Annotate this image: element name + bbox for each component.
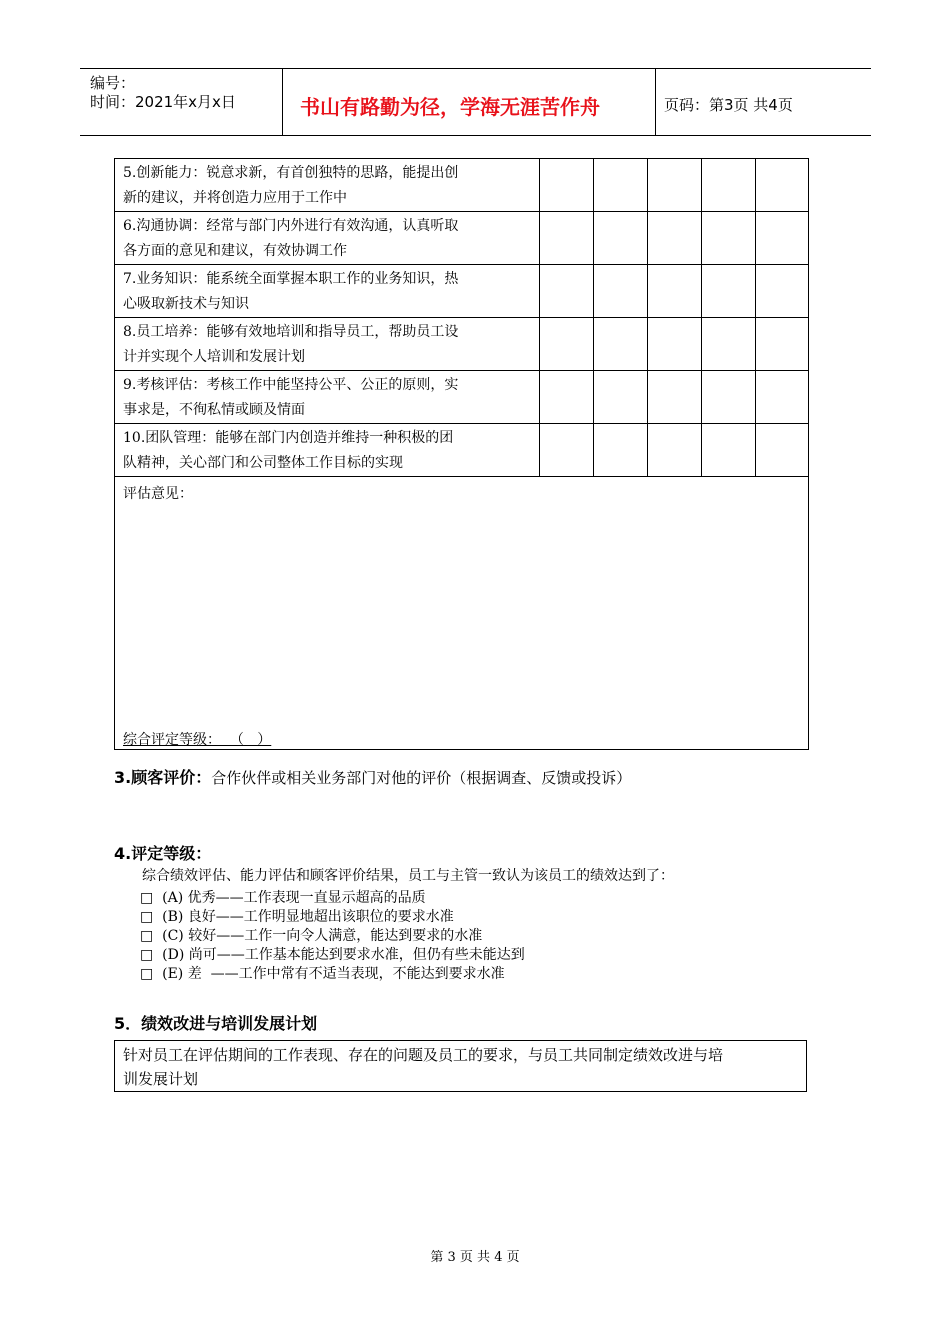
header-top-rule: [80, 68, 871, 69]
table-row-opinion: [115, 477, 809, 750]
score-cell[interactable]: [702, 265, 756, 318]
score-cell[interactable]: [702, 424, 756, 477]
section-4-intro: 综合绩效评估、能力评估和顾客评价结果，员工与主管一致认为该员工的绩效达到了：: [142, 868, 674, 884]
table-row: [115, 159, 809, 212]
score-cell[interactable]: [702, 212, 756, 265]
section-customer-evaluation: [114, 765, 631, 788]
grade-option-c[interactable]: □ (C) 较好——工作一向令人满意，能达到要求的水准: [140, 928, 483, 944]
criterion-cell: 7.业务知识：能系统全面掌握本职工作的业务知识，热 心吸取新技术与知识: [115, 265, 540, 318]
plan-text-line-2: 训发展计划: [123, 1070, 199, 1088]
grade-option-d[interactable]: □ (D) 尚可——工作基本能达到要求水准，但仍有些未能达到: [140, 947, 525, 963]
criterion-cell: 5.创新能力：锐意求新，有首创独特的思路，能提出创 新的建议，并将创造力应用于工作中: [115, 159, 540, 212]
criterion-cell: 6.沟通协调：经常与部门内外进行有效沟通，认真听取 各方面的意见和建议，有效协调工作: [115, 212, 540, 265]
plan-text-line-1: 针对员工在评估期间的工作表现、存在的问题及员工的要求，与员工共同制定绩效改进与培: [123, 1046, 724, 1064]
improvement-plan-box[interactable]: [114, 1040, 807, 1092]
score-cell[interactable]: [540, 318, 594, 371]
overall-grade-label: 综合评定等级： （ ）: [123, 732, 272, 748]
table-row: [115, 212, 809, 265]
score-cell[interactable]: [756, 424, 809, 477]
criterion-cell: 10.团队管理：能够在部门内创造并维持一种积极的团 队精神，关心部门和公司整体工作目标的实现: [115, 424, 540, 477]
score-cell[interactable]: [540, 159, 594, 212]
header-divider-left: [282, 68, 283, 136]
score-cell[interactable]: [702, 371, 756, 424]
score-cell[interactable]: [648, 318, 702, 371]
score-cell[interactable]: [648, 159, 702, 212]
score-cell[interactable]: [594, 371, 648, 424]
score-cell[interactable]: [756, 212, 809, 265]
score-cell[interactable]: [702, 318, 756, 371]
score-cell[interactable]: [594, 424, 648, 477]
score-cell[interactable]: [648, 424, 702, 477]
grade-option-b[interactable]: □ (B) 良好——工作明显地超出该职位的要求水准: [140, 909, 454, 925]
section-4-title: 4.评定等级：: [114, 844, 212, 863]
score-cell[interactable]: [540, 371, 594, 424]
score-cell[interactable]: [756, 371, 809, 424]
score-cell[interactable]: [594, 318, 648, 371]
table-row: [115, 424, 809, 477]
score-cell[interactable]: [756, 159, 809, 212]
header-motto: 书山有路勤为径，学海无涯苦作舟: [300, 95, 600, 119]
score-cell[interactable]: [540, 265, 594, 318]
grade-option-e[interactable]: □ (E) 差 ——工作中常有不适当表现，不能达到要求水准: [140, 966, 505, 982]
page-footer: 第 3 页 共 4 页: [430, 1250, 520, 1265]
document-date: 时间：2021年x月x日: [90, 93, 236, 111]
score-cell[interactable]: [648, 265, 702, 318]
document-code: 编号：: [90, 74, 136, 92]
score-cell[interactable]: [648, 371, 702, 424]
score-cell[interactable]: [756, 265, 809, 318]
header-divider-right: [655, 68, 656, 136]
table-row: [115, 371, 809, 424]
section-5-title: 5．绩效改进与培训发展计划: [114, 1014, 318, 1033]
score-cell[interactable]: [540, 212, 594, 265]
score-cell[interactable]: [540, 424, 594, 477]
score-cell[interactable]: [756, 318, 809, 371]
header-bottom-rule: [80, 135, 871, 136]
score-cell[interactable]: [594, 159, 648, 212]
opinion-cell[interactable]: [115, 477, 809, 750]
header-page-number: 页码：第3页 共4页: [664, 96, 793, 114]
criterion-cell: 9.考核评估：考核工作中能坚持公平、公正的原则，实 事求是，不徇私情或顾及情面: [115, 371, 540, 424]
criterion-cell: 8.员工培养：能够有效地培训和指导员工，帮助员工设 计并实现个人培训和发展计划: [115, 318, 540, 371]
score-cell[interactable]: [648, 212, 702, 265]
evaluation-table: [114, 158, 809, 750]
table-row: [115, 265, 809, 318]
score-cell[interactable]: [594, 265, 648, 318]
table-row: [115, 318, 809, 371]
section-3-title: 3.顾客评价：: [114, 768, 212, 787]
score-cell[interactable]: [702, 159, 756, 212]
grade-option-a[interactable]: □ (A) 优秀——工作表现一直显示超高的品质: [140, 890, 426, 906]
score-cell[interactable]: [594, 212, 648, 265]
opinion-label: 评估意见：: [123, 486, 193, 502]
section-3-body: 合作伙伴或相关业务部门对他的评价（根据调查、反馈或投诉）: [211, 769, 632, 787]
